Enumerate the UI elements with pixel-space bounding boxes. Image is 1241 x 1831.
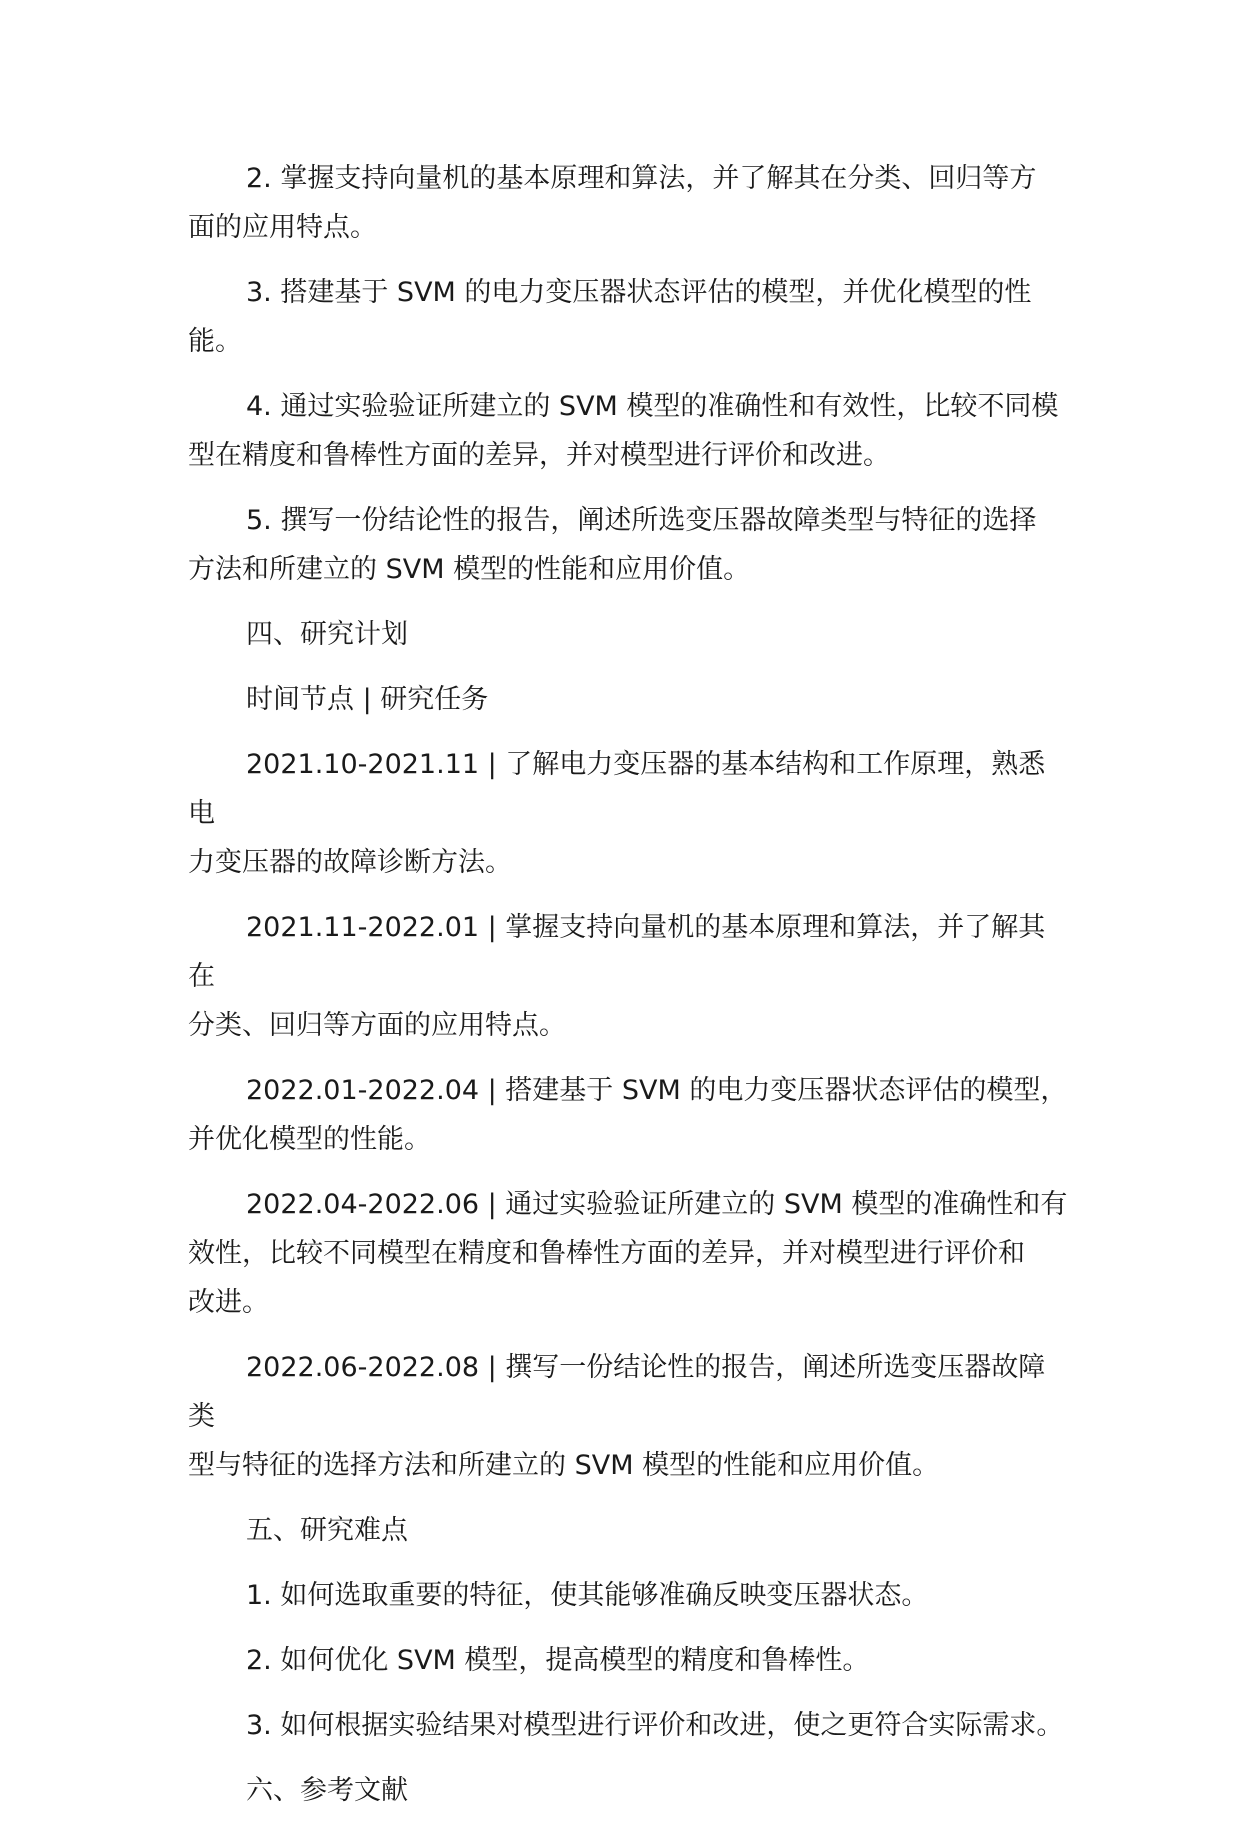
plan-row-5	[188, 1343, 1068, 1490]
text-line: 方法和所建立的 SVM 模型的性能和应用价值。	[188, 554, 751, 585]
text-line: 2. 掌握支持向量机的基本原理和算法，并了解其在分类、回归等方	[246, 163, 1037, 194]
paragraph-objective-2	[188, 154, 1068, 252]
text-line: 1. 如何选取重要的特征，使其能够准确反映变压器状态。	[246, 1580, 929, 1611]
text-line: 2022.04-2022.06 | 通过实验验证所建立的 SVM 模型的准确性和有	[246, 1189, 1068, 1220]
document-body	[188, 154, 1068, 1831]
text-line: 五、研究难点	[246, 1515, 408, 1546]
difficulty-3	[188, 1701, 1068, 1750]
plan-row-3	[188, 1066, 1068, 1164]
text-line: 四、研究计划	[246, 619, 408, 650]
paragraph-objective-4	[188, 382, 1068, 480]
section-heading-research-plan	[188, 610, 1068, 659]
plan-row-4	[188, 1180, 1068, 1327]
text-line: 5. 撰写一份结论性的报告，阐述所选变压器故障类型与特征的选择	[246, 505, 1037, 536]
text-line: 并优化模型的性能。	[188, 1124, 431, 1155]
text-line: 3. 如何根据实验结果对模型进行评价和改进，使之更符合实际需求。	[246, 1710, 1064, 1741]
text-line: 型与特征的选择方法和所建立的 SVM 模型的性能和应用价值。	[188, 1450, 940, 1481]
text-line: 六、参考文献	[246, 1775, 408, 1806]
text-line: 型在精度和鲁棒性方面的差异，并对模型进行评价和改进。	[188, 440, 890, 471]
text-line: 2. 如何优化 SVM 模型，提高模型的精度和鲁棒性。	[246, 1645, 870, 1676]
text-line: 4. 通过实验验证所建立的 SVM 模型的准确性和有效性，比较不同模	[246, 391, 1059, 422]
text-line: 2022.01-2022.04 | 搭建基于 SVM 的电力变压器状态评估的模型，	[246, 1075, 1068, 1106]
text-line: 面的应用特点。	[188, 212, 377, 243]
difficulty-1	[188, 1571, 1068, 1620]
text-line: 分类、回归等方面的应用特点。	[188, 1010, 566, 1041]
text-line: 改进。	[188, 1287, 269, 1318]
plan-row-2	[188, 903, 1068, 1050]
text-line: 效性，比较不同模型在精度和鲁棒性方面的差异，并对模型进行评价和	[188, 1238, 1025, 1269]
text-line: 3. 搭建基于 SVM 的电力变压器状态评估的模型，并优化模型的性能。	[188, 277, 1032, 357]
text-line: 2021.10-2021.11 | 了解电力变压器的基本结构和工作原理，熟悉电	[188, 749, 1046, 829]
text-line: 力变压器的故障诊断方法。	[188, 847, 512, 878]
text-line: 2021.11-2022.01 | 掌握支持向量机的基本原理和算法，并了解其在	[188, 912, 1046, 992]
paragraph-objective-5	[188, 496, 1068, 594]
text-line: 2022.06-2022.08 | 撰写一份结论性的报告，阐述所选变压器故障类	[188, 1352, 1046, 1432]
section-heading-difficulties	[188, 1506, 1068, 1555]
plan-row-1	[188, 740, 1068, 887]
text-line: 时间节点 | 研究任务	[246, 684, 489, 715]
paragraph-objective-3	[188, 268, 1068, 366]
plan-table-header	[188, 675, 1068, 724]
section-heading-references	[188, 1766, 1068, 1815]
difficulty-2	[188, 1636, 1068, 1685]
